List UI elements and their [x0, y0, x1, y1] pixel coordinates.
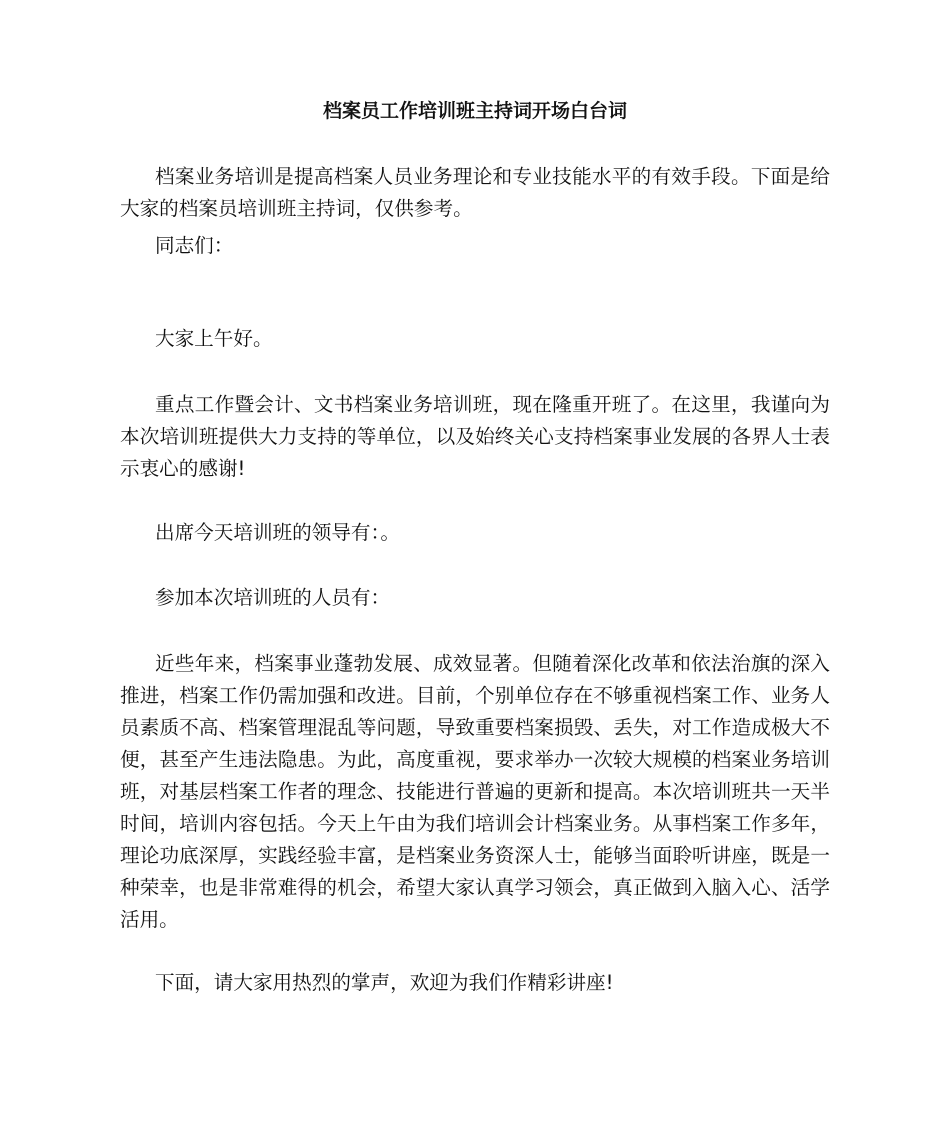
paragraph-background: 近些年来，档案事业蓬勃发展、成效显著。但随着深化改革和依法治旗的深入推进，档案工作仍需加强和改进。目前，个别单位存在不够重视档案工作、业务人员素质不高、档案管理混乱等问题，导致重要档案损毁、丢失，对工作造成极大不便，甚至产生违法隐患。为此，高度重视，要求举办一次较大规模的档案业务培训班，对基层档案工作者的理念、技能进行普遍的更新和提高。本次培训班共一天半时间，培训内容包括。今天上午由为我们培训会计档案业务。从事档案工作多年，理论功底深厚，实践经验丰富，是档案业务资深人士，能够当面聆听讲座，既是一种荣幸，也是非常难得的机会，希望大家认真学习领会，真正做到入脑入心、活学活用。: [120, 652, 830, 931]
paragraph-greeting: 大家上午好。: [155, 327, 273, 350]
paragraph-closing: 下面，请大家用热烈的掌声，欢迎为我们作精彩讲座!: [155, 971, 614, 994]
paragraph-salutation: 同志们：: [155, 234, 234, 257]
paragraph-leaders: 出席今天培训班的领导有：。: [155, 521, 400, 544]
document-title: 档案员工作培训班主持词开场白台词: [322, 100, 627, 122]
paragraph-attendees: 参加本次培训班的人员有：: [155, 586, 391, 609]
paragraph-opening: 重点工作暨会计、文书档案业务培训班，现在隆重开班了。在这里，我谨向为本次培训班提供大力支持的等单位，以及始终关心支持档案事业发展的各界人士表示衷心的感谢!: [120, 393, 830, 480]
paragraph-intro: 档案业务培训是提高档案人员业务理论和专业技能水平的有效手段。下面是给大家的档案员培训班主持词，仅供参考。: [120, 165, 830, 220]
